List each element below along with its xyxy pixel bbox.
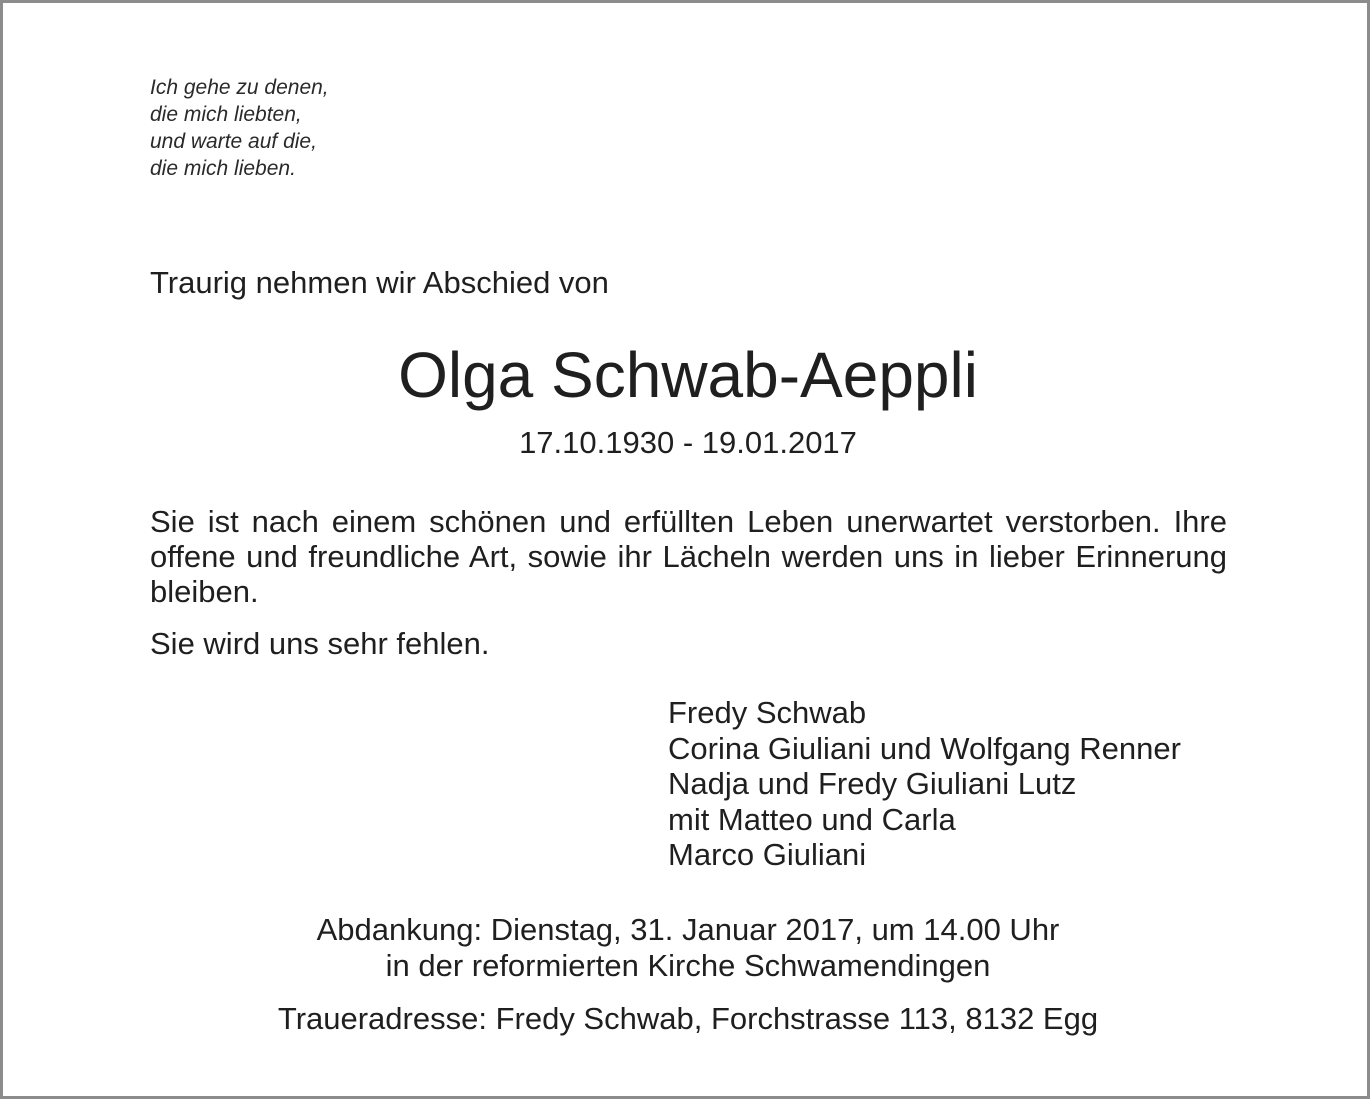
service-location-line: in der reformierten Kirche Schwamendingen — [385, 948, 991, 983]
body-paragraph: Sie ist nach einem schönen und erfüllten Leben unerwartet verstorben. Ihre offene und freundliche Art, sowie ihr Lächeln werden uns in lieber Erinnerung bleiben. — [150, 504, 1227, 609]
service-date-line: Abdankung: Dienstag, 31. Januar 2017, um 14.00 Uhr — [316, 912, 1060, 947]
mourner-entry: Corina Giuliani und Wolfgang Renner — [668, 730, 1181, 766]
mourner-entry: Nadja und Fredy Giuliani Lutz — [668, 766, 1077, 801]
poem-line: Ich gehe zu denen, — [150, 76, 329, 99]
closing-text: Sie wird uns sehr fehlen. — [150, 626, 490, 661]
service-info — [3, 912, 1370, 984]
deceased-name: Olga Schwab-Aeppli — [398, 339, 978, 411]
mourner-entry: mit Matteo und Carla — [668, 801, 956, 837]
poem-line: die mich lieben. — [150, 157, 296, 180]
poem — [150, 74, 329, 182]
mourners-list — [668, 695, 1181, 873]
mourner-entry: Marco Giuliani — [668, 837, 867, 872]
mourning-address: Traueradresse: Fredy Schwab, Forchstrasse 113, 8132 Egg — [277, 1001, 1099, 1036]
intro-text: Traurig nehmen wir Abschied von — [150, 265, 609, 300]
life-dates: 17.10.1930 - 19.01.2017 — [519, 425, 857, 460]
poem-line: die mich liebten, — [150, 103, 302, 126]
poem-line: und warte auf die, — [150, 130, 317, 153]
mourner-entry: Fredy Schwab — [668, 695, 867, 730]
